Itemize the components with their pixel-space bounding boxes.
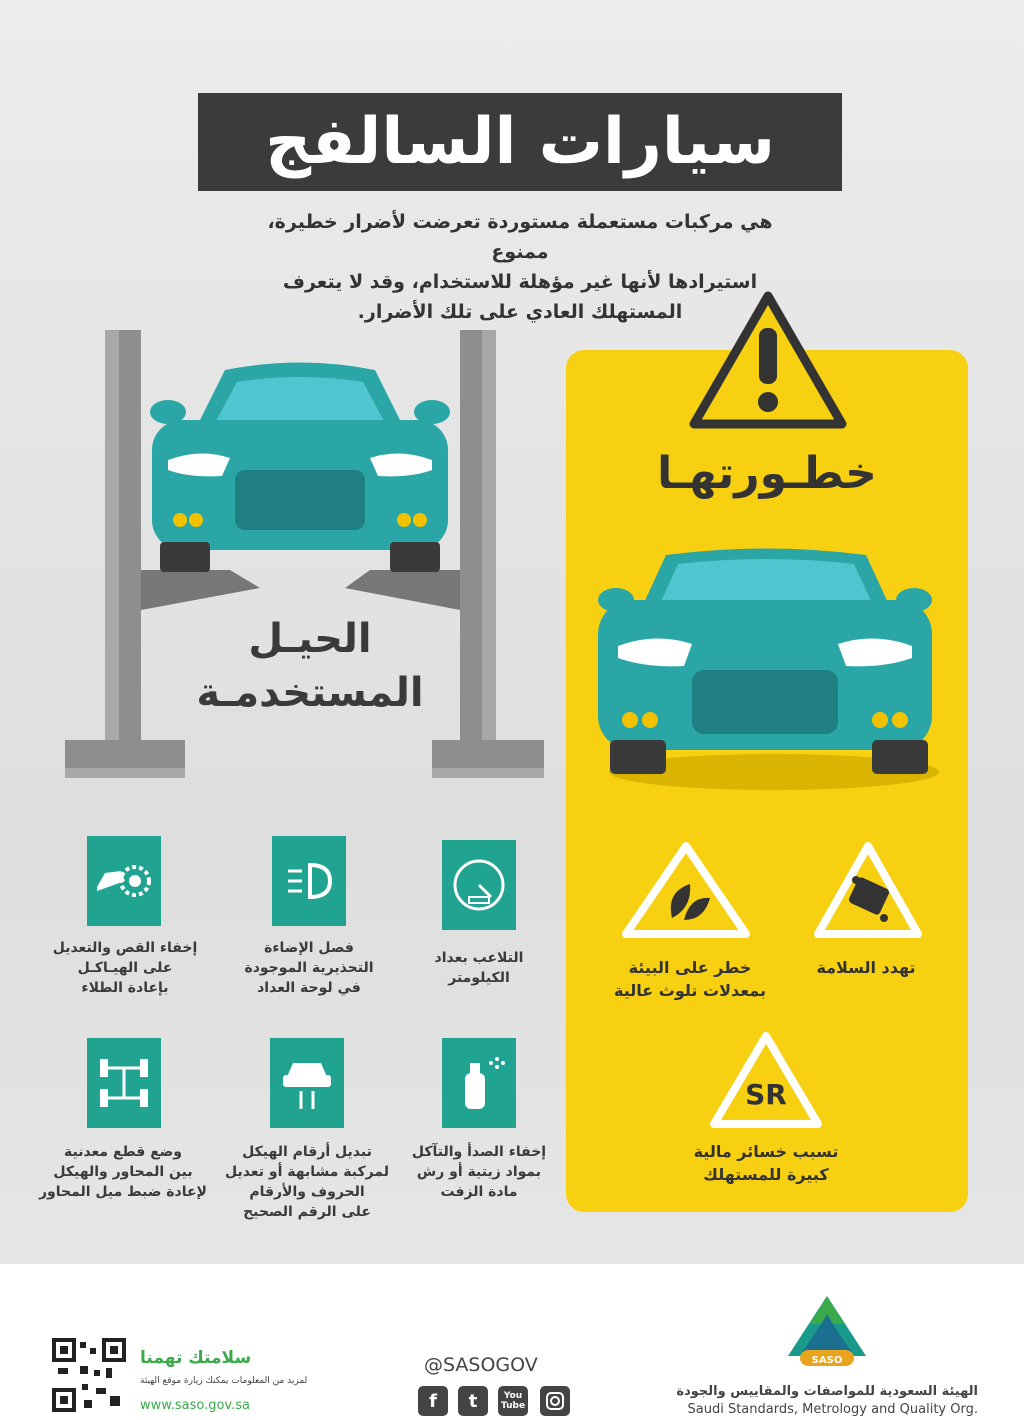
instagram-icon[interactable] (540, 1386, 570, 1416)
trick-3-line-1: التلاعب بعداد (434, 950, 524, 966)
danger-caption-safety (766, 956, 966, 979)
danger-caption-environment (590, 956, 790, 1002)
danger-caption-financial (666, 1140, 866, 1186)
trick-4-line-3: لإعادة ضبط ميل المحاور (39, 1184, 207, 1200)
twitter-icon[interactable]: t (458, 1386, 488, 1416)
danger-3-line-2: كبيرة للمستهلك (703, 1165, 829, 1184)
car-lift-number-icon (270, 1038, 344, 1128)
danger-car-illustration (596, 540, 946, 790)
danger-2-line-1: تهدد السلامة (816, 958, 916, 977)
page-title: سيارات السالفج (198, 93, 842, 191)
trick-5-line-2: لمركبة مشابهة أو تعديل (225, 1164, 389, 1180)
more-info-text: لمزيد من المعلومات يمكنك زيارة موقع الهيئة (140, 1376, 308, 1386)
logo-text: SASO (811, 1355, 843, 1366)
youtube-icon[interactable]: You Tube (498, 1386, 528, 1416)
trick-caption-1 (40, 938, 210, 998)
trick-1-line-2: على الهيـاكـل (77, 960, 173, 976)
trick-caption-6 (394, 1142, 564, 1202)
trick-1-line-3: بإعادة الطلاء (81, 980, 169, 996)
car-body-saw-icon (87, 836, 161, 926)
social-handle[interactable]: @SASOGOV (424, 1354, 538, 1376)
trick-2-line-2: التحذيرية الموجودة (244, 960, 374, 976)
leaves-warning-icon (620, 840, 752, 940)
trick-2-line-3: في لوحة العداد (257, 980, 361, 996)
trick-6-line-3: مادة الزفت (440, 1184, 518, 1200)
trick-4-line-1: وضع قطع معدنية (63, 1144, 183, 1160)
qr-code-icon[interactable] (52, 1338, 126, 1412)
intro-line-2: استيرادها لأنها غير مؤهلة للاستخدام، وقد لا يتعرف (282, 271, 758, 293)
trick-caption-2 (224, 938, 394, 998)
org-name-english: Saudi Standards, Metrology and Quality Org. (687, 1402, 978, 1417)
axle-chassis-icon (87, 1038, 161, 1128)
danger-3-line-1: تسبب خسائر مالية (693, 1142, 839, 1161)
currency-symbol: SR (745, 1078, 787, 1111)
trick-2-line-1: فصل الإضاءة (264, 940, 354, 956)
tricks-title-line-2: المستخدمـة (196, 670, 424, 716)
trick-6-line-2: بمواد زيتية أو رش (416, 1164, 542, 1180)
trick-5-line-3: الحروف والأرقام (249, 1184, 365, 1200)
spray-can-icon (442, 1038, 516, 1128)
trick-5-line-4: على الرقم الصحيح (243, 1204, 371, 1220)
overturned-car-warning-icon (812, 840, 924, 940)
intro-line-3: المستهلك العادي على تلك الأضرار. (357, 301, 683, 323)
speedometer-icon (442, 840, 516, 930)
trick-caption-3 (394, 948, 564, 988)
trick-1-line-1: إخفاء القص والتعديل (52, 940, 198, 956)
exclamation-warning-icon (688, 290, 848, 430)
slogan: سلامتك تهمنا (140, 1348, 252, 1368)
tricks-title-line-1: الحيـل (248, 616, 372, 662)
trick-6-line-1: إخفاء الصدأ والتآكل (411, 1144, 547, 1160)
trick-4-line-2: بين المحاور والهيكل (53, 1164, 193, 1180)
intro-line-1: هي مركبات مستعملة مستوردة تعرضت لأضرار خطيرة، ممنوع (267, 211, 773, 263)
trick-3-line-2: الكيلومتر (448, 970, 510, 986)
website-link[interactable]: www.saso.gov.sa (140, 1398, 250, 1413)
trick-caption-5 (222, 1142, 392, 1222)
warning-light-icon (272, 836, 346, 926)
dangers-title: خطـورتهـا (657, 448, 877, 499)
org-name-arabic: الهيئة السعودية للمواصفات والمقاييس والجودة (676, 1384, 978, 1399)
facebook-icon[interactable]: f (418, 1386, 448, 1416)
tricks-title (160, 612, 460, 720)
danger-1-line-1: خطر على البيئة (628, 958, 752, 977)
trick-caption-4 (38, 1142, 208, 1202)
trick-5-line-1: تبديل أرقام الهيكل (242, 1144, 372, 1160)
danger-1-line-2: بمعدلات تلوث عالية (614, 981, 766, 1000)
